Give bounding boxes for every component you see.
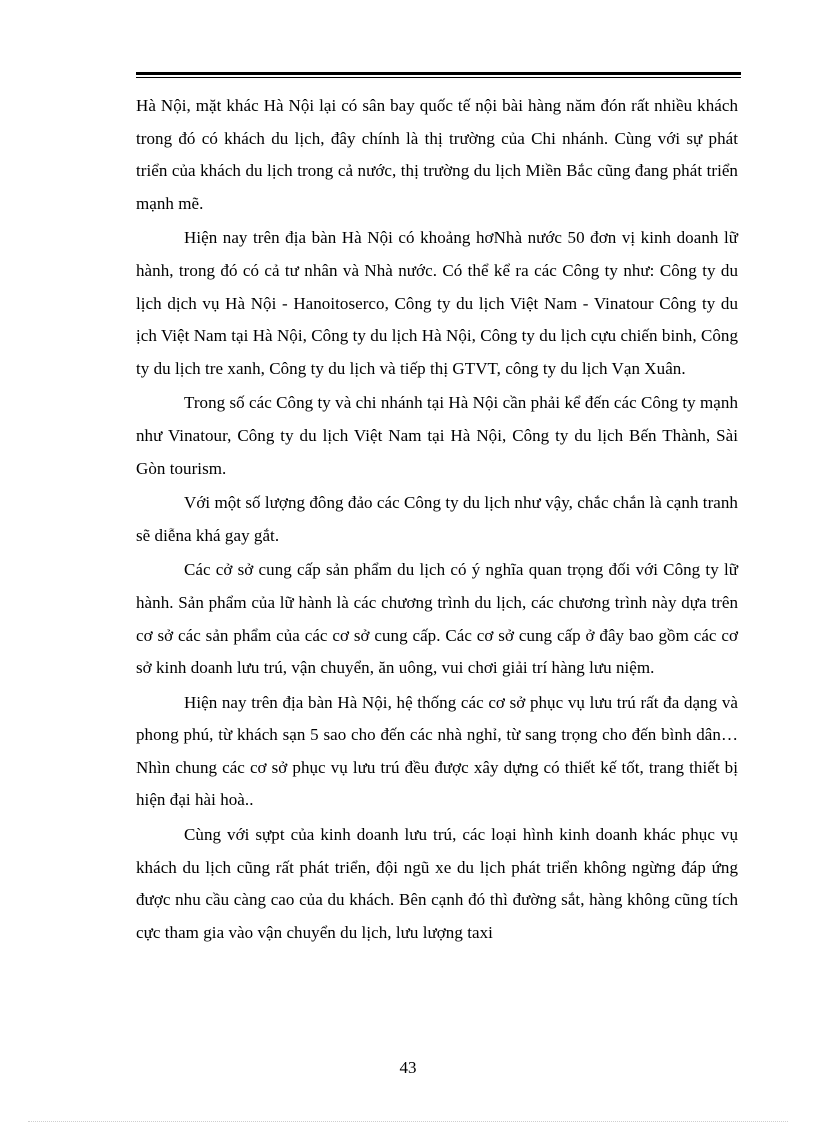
paragraph-6: Hiện nay trên địa bàn Hà Nội, hệ thống các cơ sở phục vụ lưu trú rất đa dạng và phong phú, từ khách sạn 5 sao cho đến các nhà nghỉ, từ sang trọng cho đến bình dân… Nhìn chung các cơ sở phục vụ lưu trú đều được xây dựng có thiết kế tốt, trang thiết bị hiện đại hài hoà..	[136, 692, 738, 810]
paragraph-4: Với một số lượng đông đảo các Công ty du lịch như vậy, chắc chắn là cạnh tranh sẽ diễna khá gay gắt.	[136, 493, 738, 545]
paragraph-7: Cùng với sựpt của kinh doanh lưu trú, các loại hình kinh doanh khác phục vụ khách du lịch cũng rất phát triển, đội ngũ xe du lịch phát triển không ngừng đáp ứng được nhu cầu càng cao của du khách. Bên cạnh đó thì đường sắt, hàng không cũng tích cực tham gia vào vận chuyển du lịch, lưu lượng taxi	[136, 825, 738, 942]
page-number: 43	[399, 1058, 417, 1077]
paragraph-1: Hà Nội, mặt khác Hà Nội lại có sân bay quốc tế nội bài hàng năm đón rất nhiều khách trong đó có khách du lịch, đây chính là thị trường của Chi nhánh. Cùng với sự phát triển của khách du lịch trong cả nước, thị trường du lịch Miền Bắc cũng đang phát triển mạnh mẽ.	[136, 96, 738, 213]
header-rule-thin	[136, 77, 741, 78]
document-body	[136, 90, 738, 951]
paragraph-3: Trong số các Công ty và chi nhánh tại Hà Nội cần phải kể đến các Công ty mạnh như Vinatour, Công ty du lịch Việt Nam tại Hà Nội, Công ty du lịch Bến Thành, Sài Gòn tourism.	[136, 393, 738, 478]
paragraph-2: Hiện nay trên địa bàn Hà Nội có khoảng hơNhà nước 50 đơn vị kinh doanh lữ hành, trong đó có cả tư nhân và Nhà nước. Có thể kể ra các Công ty như: Công ty du lịch dịch vụ Hà Nội - Hanoitoserco, Công ty du lịch Việt Nam - Vinatour Công ty du ịch Việt Nam tại Hà Nội, Công ty du lịch Hà Nội, Công ty du lịch cựu chiến binh, Công ty du lịch tre xanh, Công ty du lịch và tiếp thị GTVT, công ty du lịch Vạn Xuân.	[136, 228, 738, 378]
paragraph-5: Các cở sở cung cấp sản phẩm du lịch có ý nghĩa quan trọng đối với Công ty lữ hành. Sản phẩm của lữ hành là các chương trình du lịch, các chương trình này dựa trên cơ sở các sản phẩm của các cơ sở cung cấp. Các cơ sở cung cấp ở đây bao gồm các cơ sở kinh doanh lưu trú, vận chuyển, ăn uông, vui chơi giải trí hàng lưu niệm.	[136, 560, 738, 678]
header-double-rule	[136, 72, 741, 78]
page-bottom-edge	[28, 1121, 788, 1122]
header-rule-thick	[136, 72, 741, 75]
